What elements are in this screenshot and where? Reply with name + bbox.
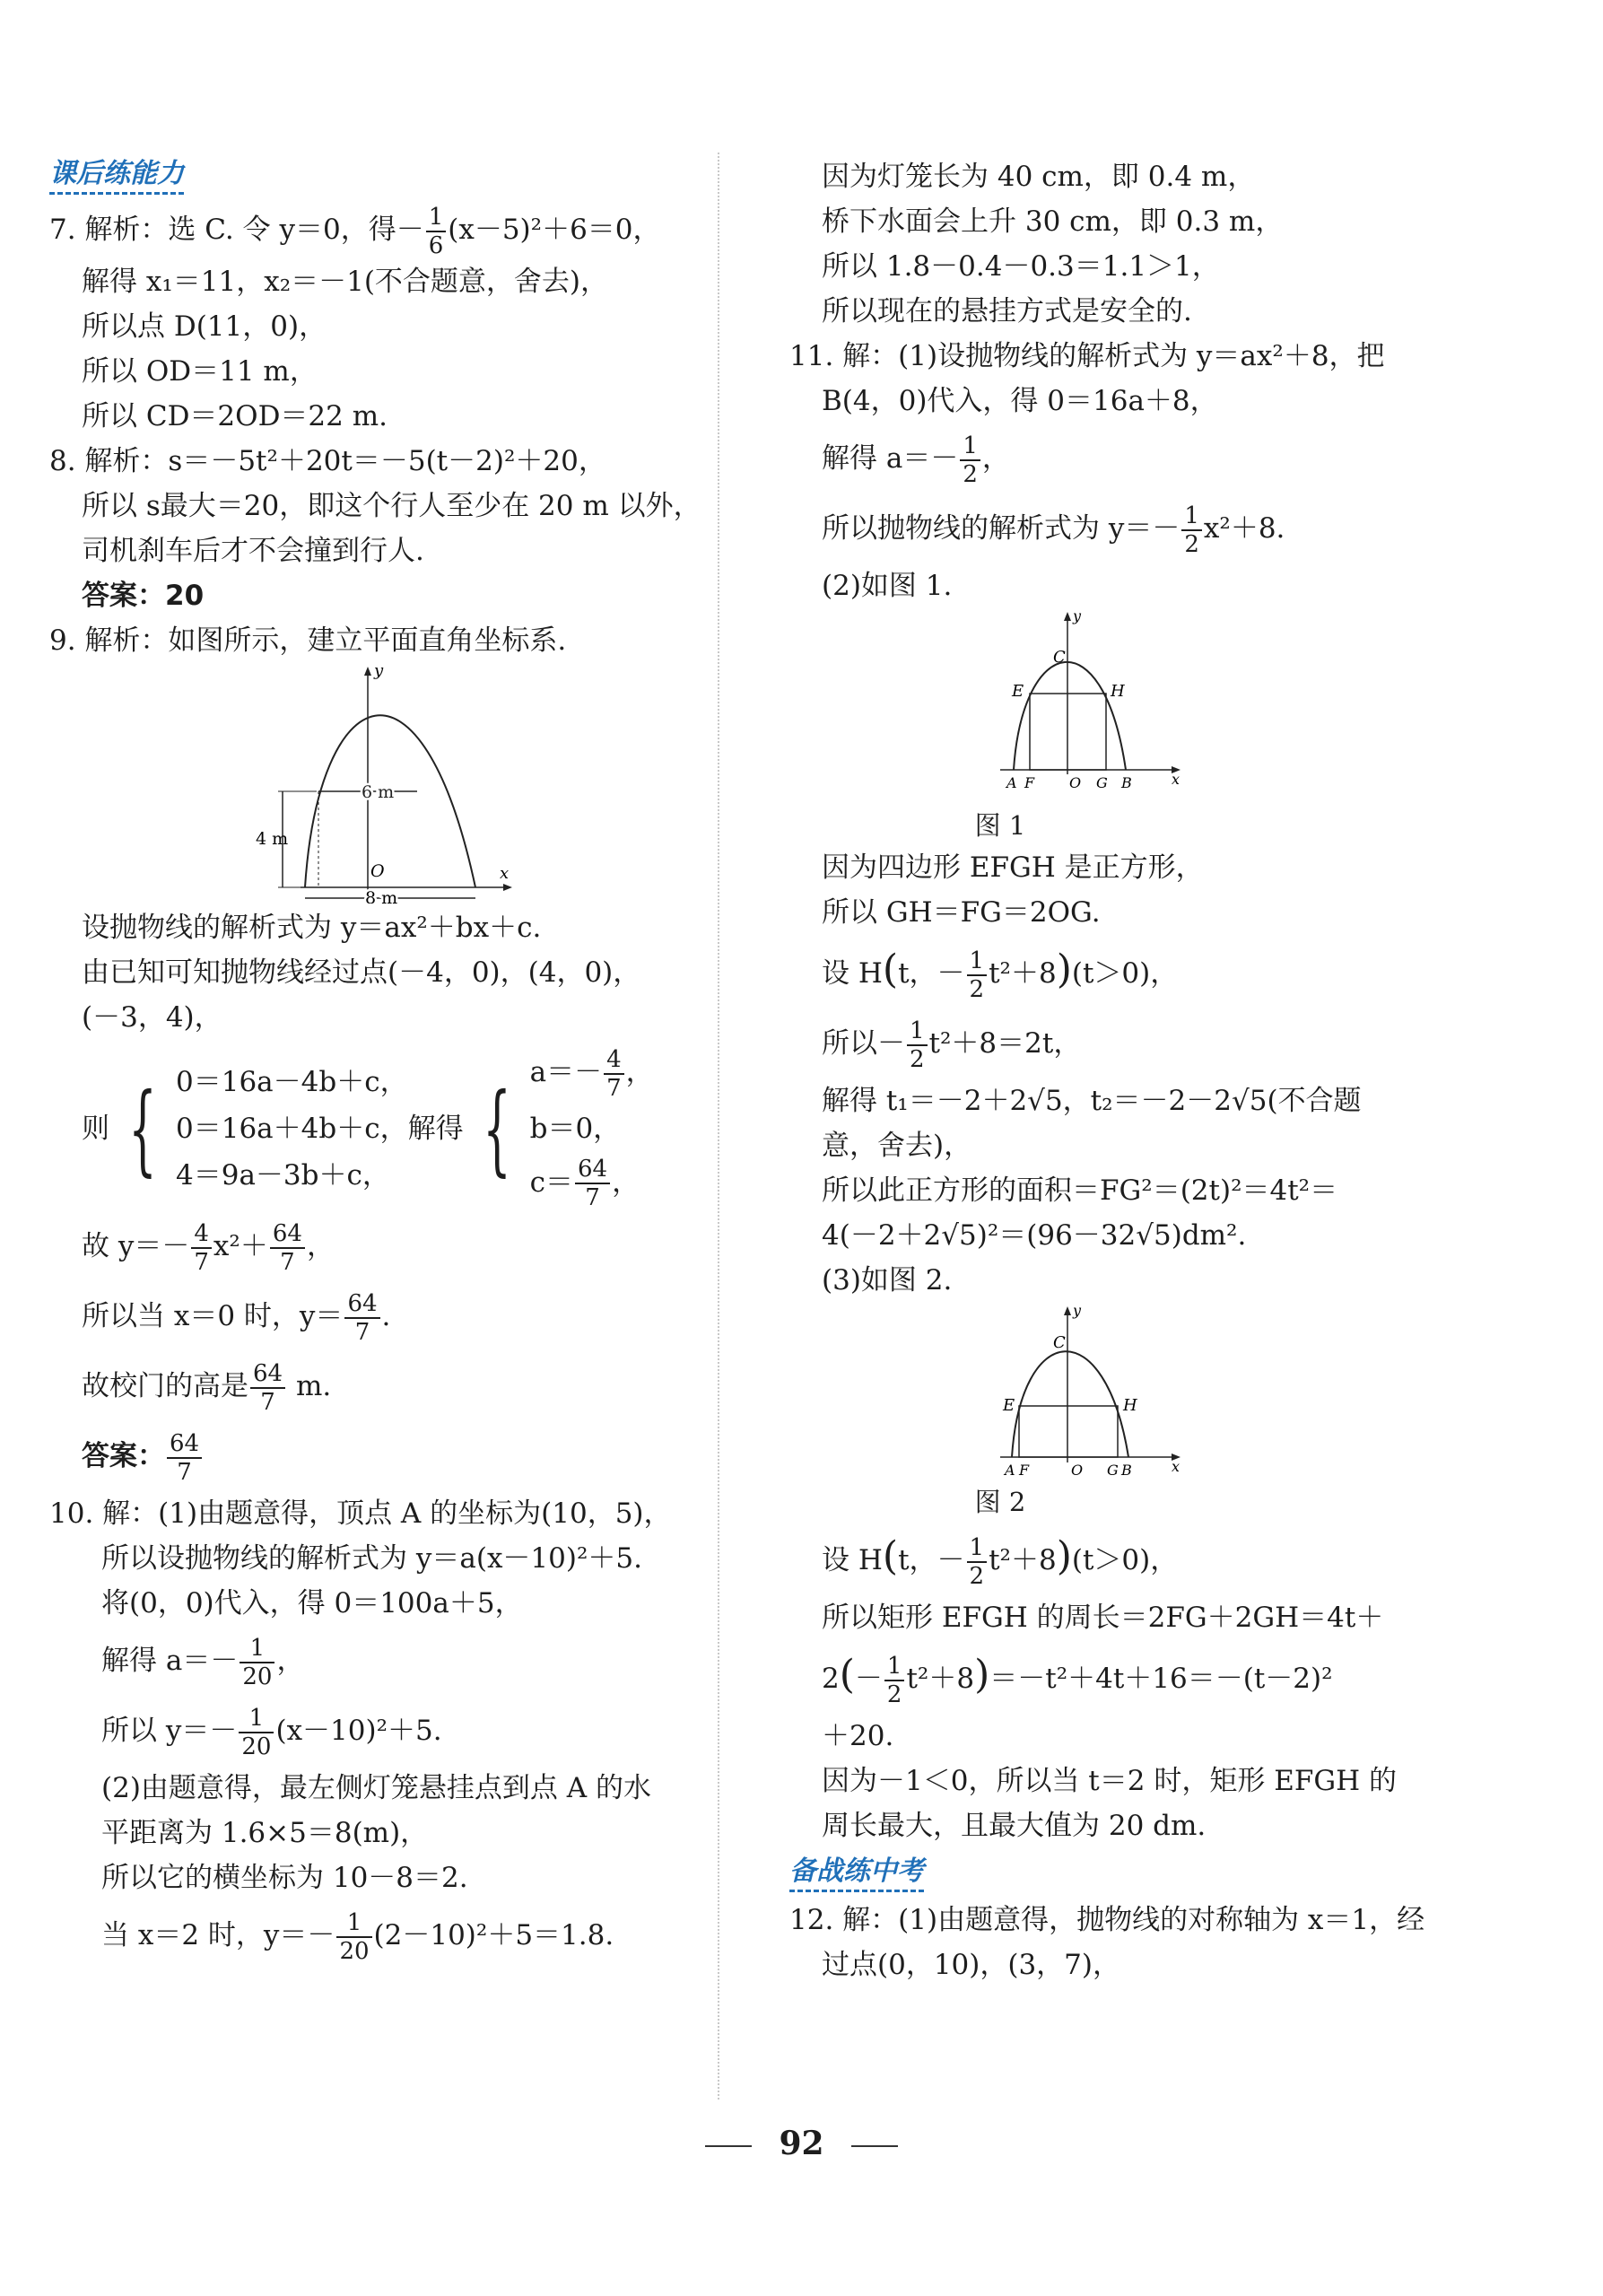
q10-cont-line1: 因为灯笼长为 40 cm，即 0.4 m， — [822, 161, 1256, 193]
svg-text:B: B — [1121, 1462, 1132, 1479]
section-title-exam: 备战练中考 — [789, 1854, 924, 1892]
q10-line6: (2)由题意得，最左侧灯笼悬挂点到点 A 的水 — [101, 1772, 652, 1804]
q11-line14: (3)如图 2. — [822, 1264, 953, 1296]
arch-diagram — [256, 663, 516, 904]
q9-equation-system: 则 { 0＝16a－4b＋c， 0＝16a＋4b＋c，解得 4＝9a－3b＋c， { a＝－ $\frac{4}{7}$ ， b＝0， c＝ $\frac{64}{7}$ ， — [82, 1045, 654, 1211]
q9-answer: 答案： $\frac{64}{7}$ — [49, 1421, 731, 1491]
svg-text:F: F — [1019, 1462, 1030, 1479]
svg-text:x: x — [1172, 771, 1180, 788]
svg-text:y: y — [1073, 608, 1082, 624]
figure-1-diagram — [996, 608, 1193, 797]
q10-line8: 所以它的横坐标为 10－8＝2. — [101, 1862, 468, 1894]
left-column — [49, 151, 731, 1970]
svg-text:H: H — [1123, 1396, 1137, 1415]
svg-text:x: x — [1172, 1458, 1180, 1475]
q11-line16: 所以矩形 EFGH 的周长＝2FG＋2GH＝4t＋ — [822, 1602, 1384, 1634]
x-axis-label: x — [500, 864, 510, 883]
q7-line2: 解得 x₁＝11，x₂＝－1(不合题意，舍去)， — [82, 266, 609, 298]
svg-text:O: O — [1069, 774, 1082, 791]
q8-line2: 所以 s最大＝20，即这个行人至少在 20 m 以外， — [82, 490, 701, 522]
svg-text:E: E — [1003, 1396, 1015, 1415]
figure-2 — [789, 1303, 1471, 1482]
q7-line3: 所以点 D(11，0)， — [82, 310, 327, 343]
q11-line3: 解得 a＝－ $\frac{1}{2}$ ， — [822, 432, 1010, 488]
q11-line13: 4(－2＋2√5)²＝(96－32√5)dm². — [822, 1219, 1247, 1252]
q11-line19: 因为－1＜0，所以当 t＝2 时，矩形 EFGH 的 — [822, 1765, 1397, 1797]
q9-line3: 由已知可知抛物线经过点(－4，0)，(4，0)， — [82, 956, 641, 989]
q10-cont-line2: 桥下水面会上升 30 cm，即 0.3 m， — [822, 205, 1284, 238]
q7-line4: 所以 OD＝11 m， — [82, 355, 318, 388]
figure-2-diagram — [996, 1303, 1193, 1479]
q10-line2: 所以设抛物线的解析式为 y＝a(x－10)²＋5. — [101, 1542, 642, 1575]
q11-line12: 所以此正方形的面积＝FG²＝(2t)²＝4t²＝ — [822, 1174, 1338, 1207]
svg-text:y: y — [1073, 1303, 1082, 1319]
svg-text:E: E — [1012, 682, 1024, 701]
equations: 0＝16a－4b＋c， 0＝16a＋4b＋c，解得 4＝9a－3b＋c， — [176, 1065, 464, 1192]
q9-line7: 故校门的高是 $\frac{64}{7}$ m. — [82, 1359, 332, 1416]
q11-line15: 设 H(t，－ $\frac{1}{2}$ t²＋8)(t＞0)， — [822, 1533, 1179, 1590]
svg-text:B: B — [1121, 774, 1132, 791]
q10-line5: 所以 y＝－ $\frac{1}{20}$ (x－10)²＋5. — [101, 1704, 442, 1760]
svg-text:C: C — [1053, 648, 1066, 667]
q10-cont-line4: 所以现在的悬挂方式是安全的. — [822, 295, 1192, 327]
q7-line5: 所以 CD＝2OD＝22 m. — [82, 400, 388, 432]
q10-line1: 10. 解：(1)由题意得，顶点 A 的坐标为(10，5)， — [49, 1497, 672, 1530]
svg-text:H: H — [1111, 682, 1125, 701]
svg-text:G: G — [1096, 774, 1108, 791]
q9-line4: (－3，4)， — [82, 1001, 222, 1034]
solutions: a＝－ $\frac{4}{7}$ ， b＝0， c＝ $\frac{64}{7}$ ， — [529, 1045, 654, 1211]
width-8m-label: 8 m — [365, 888, 398, 904]
q11-line6: 因为四边形 EFGH 是正方形， — [822, 851, 1204, 884]
q11-line1: 11. 解：(1)设抛物线的解析式为 y＝ax²＋8，把 — [789, 340, 1385, 372]
q9-line2: 设抛物线的解析式为 y＝ax²＋bx＋c. — [82, 912, 542, 944]
q11-line10: 解得 t₁＝－2＋2√5，t₂＝－2－2√5(不合题 — [822, 1085, 1362, 1117]
q10-line7: 平距离为 1.6×5＝8(m)， — [101, 1817, 429, 1849]
q12-line1: 12. 解：(1)由题意得，抛物线的对称轴为 x＝1，经 — [789, 1904, 1425, 1936]
q7-line1: 7. 解析：选 C. 令 y＝0，得－ $\frac{1}{6}$ (x－5)²＋6＝0， — [49, 203, 661, 259]
y-axis-label: y — [374, 663, 384, 680]
q12-line2: 过点(0，10)，(3，7)， — [822, 1949, 1120, 1981]
figure-2-caption: 图 2 — [974, 1487, 1026, 1517]
q8-line3: 司机刹车后才不会撞到行人. — [82, 535, 424, 567]
q11-line7: 所以 GH＝FG＝2OG. — [822, 896, 1101, 929]
origin-label: O — [370, 861, 385, 881]
left-brace: { — [482, 1070, 511, 1186]
q11-line11: 意，舍去)， — [822, 1130, 972, 1162]
width-6m-label: 6 m — [362, 782, 395, 802]
svg-text:G: G — [1107, 1462, 1119, 1479]
q10-line9: 当 x＝2 时，y＝－ $\frac{1}{20}$ (2－10)²＋5＝1.8. — [101, 1908, 614, 1965]
q10-cont-line3: 所以 1.8－0.4－0.3＝1.1＞1， — [822, 250, 1220, 283]
svg-text:C: C — [1053, 1333, 1066, 1352]
q10-line4: 解得 a＝－ $\frac{1}{20}$ ， — [101, 1634, 305, 1690]
right-column — [789, 154, 1471, 1987]
q11-line2: B(4，0)代入，得 0＝16a＋8， — [822, 385, 1218, 417]
q11-line5: (2)如图 1. — [822, 570, 953, 602]
q9-figure — [49, 663, 731, 905]
svg-text:O: O — [1071, 1462, 1084, 1479]
q11-line20: 周长最大，且最大值为 20 dm. — [822, 1810, 1207, 1842]
fraction: $\frac{1}{6}$ — [426, 204, 447, 259]
q11-line9: 所以－ $\frac{1}{2}$ t²＋8＝2t， — [822, 1017, 1082, 1073]
figure-1-caption: 图 1 — [974, 810, 1026, 841]
left-brace: { — [128, 1070, 157, 1186]
q10-line3: 将(0，0)代入，得 0＝100a＋5， — [101, 1587, 523, 1619]
q8-answer: 答案：20 — [82, 580, 205, 612]
height-4m-label: 4 m — [256, 829, 289, 849]
figure-1 — [789, 608, 1471, 806]
q9-line1: 9. 解析：如图所示，建立平面直角坐标系. — [49, 624, 567, 657]
q11-line18: ＋20. — [822, 1720, 894, 1752]
svg-text:A: A — [1006, 774, 1017, 791]
q11-line4: 所以抛物线的解析式为 y＝－ $\frac{1}{2}$ x²＋8. — [822, 502, 1285, 558]
page-number: 92 — [0, 2125, 1603, 2162]
svg-text:F: F — [1024, 774, 1035, 791]
section-title-practice: 课后练能力 — [49, 156, 184, 195]
q9-line6: 所以当 x＝0 时，y＝ $\frac{64}{7}$ . — [82, 1289, 391, 1346]
q9-line5: 故 y＝－ $\frac{4}{7}$ x²＋ $\frac{64}{7}$ ， — [82, 1219, 335, 1276]
q11-line8: 设 H(t，－ $\frac{1}{2}$ t²＋8)(t＞0)， — [822, 947, 1179, 1003]
q11-line17: 2(－ $\frac{1}{2}$ t²＋8)＝－t²＋4t＋16＝－(t－2)² — [822, 1652, 1333, 1708]
q8-line1: 8. 解析：s＝－5t²＋20t＝－5(t－2)²＋20， — [49, 445, 606, 477]
svg-text:A: A — [1005, 1462, 1015, 1479]
